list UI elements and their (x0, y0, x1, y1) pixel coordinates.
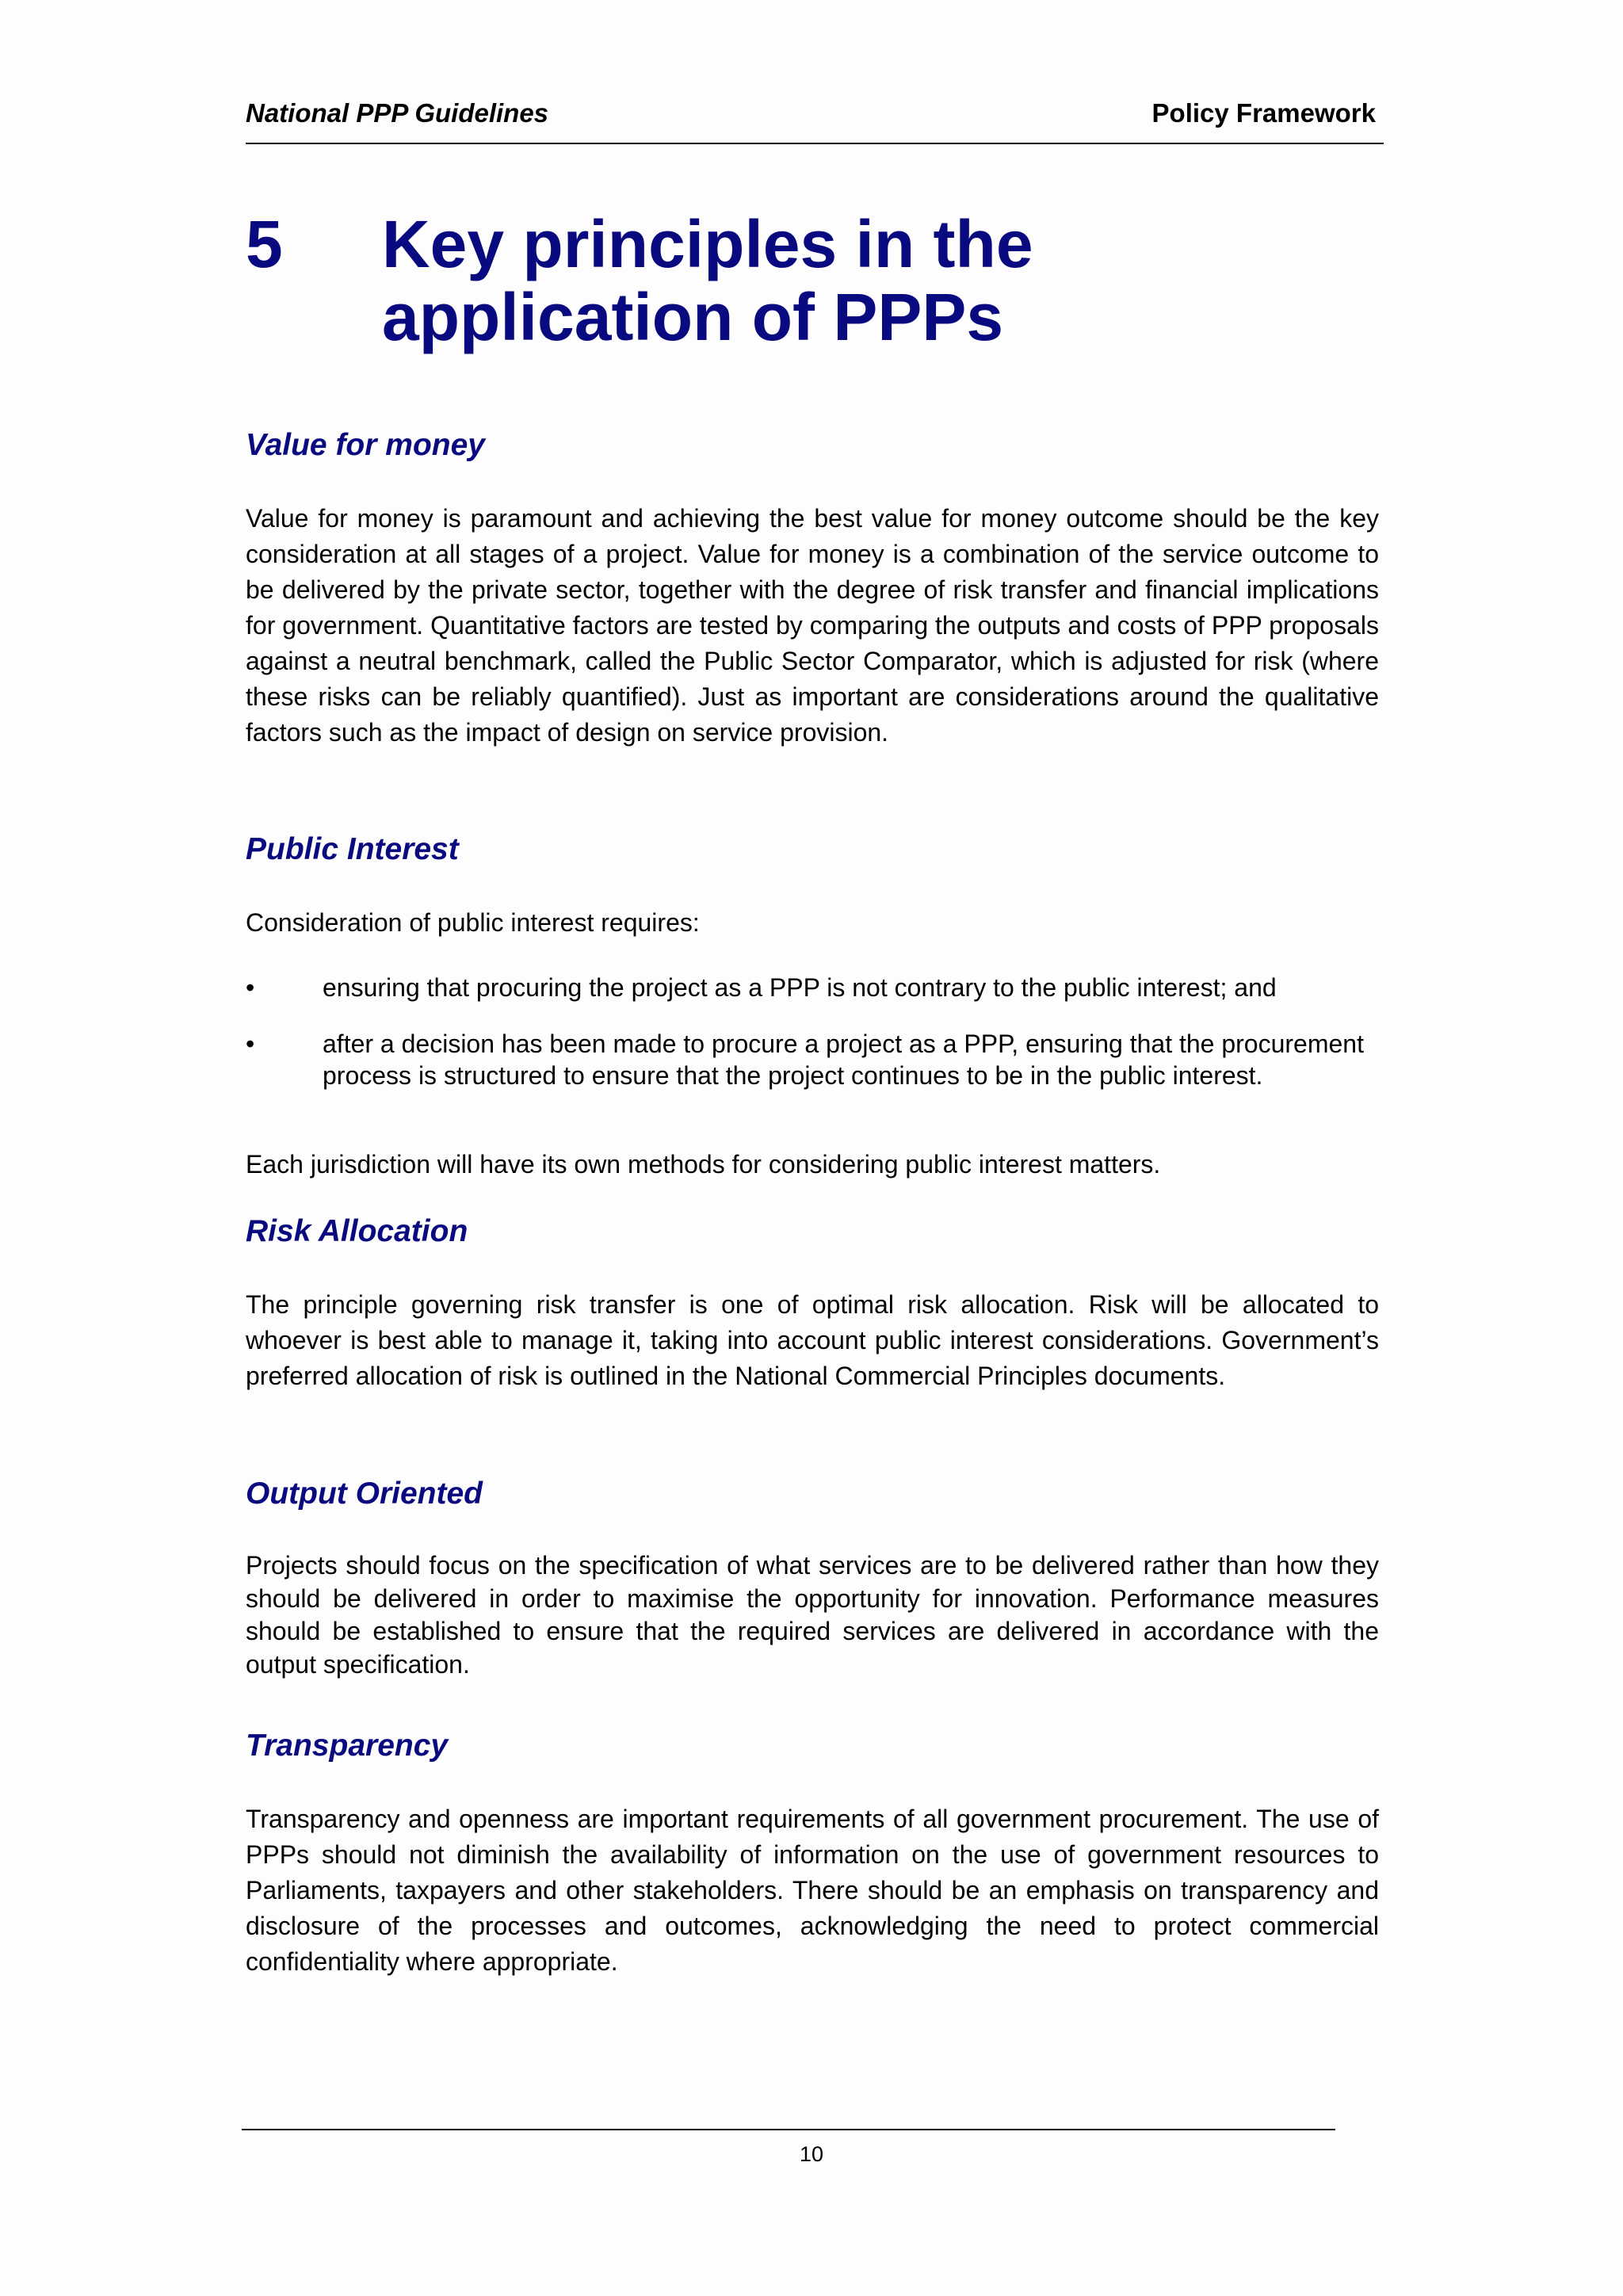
heading-transparency: Transparency (246, 1729, 449, 1763)
chapter-title-line-2: application of PPPs (382, 280, 1004, 354)
paragraph-public-interest-closing: Each jurisdiction will have its own methods for considering public interest matters. (246, 1150, 1161, 1179)
paragraph-value-for-money: Value for money is paramount and achieving the best value for money outcome should be the key consideration at all stages of a project. Value for money is a combination of the service outcome to be delivered by the private sector, together with the degree of risk transfer and financial implications for government. Quantitative factors are tested by comparing the outputs and costs of PPP proposals against a neutral benchmark, called the Public Sector Comparator, which is adjusted for risk (where these risks can be reliably quantified). Just as important are considerations around the qualitative factors such as the impact of design on service provision. (246, 504, 1379, 747)
heading-output-oriented: Output Oriented (246, 1477, 483, 1511)
footer-divider (242, 2129, 1335, 2130)
page-number: 10 (799, 2142, 824, 2166)
paragraph-public-interest-intro: Consideration of public interest requires: (246, 908, 700, 937)
heading-public-interest: Public Interest (246, 832, 459, 866)
chapter-title-line-1: Key principles in the (382, 207, 1033, 281)
list-item-text: ensuring that procuring the project as a PPP is not contrary to the public interest; and (323, 973, 1277, 1002)
bullet-marker: • (246, 973, 255, 1002)
header-section-title: Policy Framework (1151, 98, 1376, 128)
heading-value-for-money: Value for money (246, 428, 485, 462)
paragraph-output-oriented: Projects should focus on the specification of what services are to be delivered rather than how they should be delivered in order to maximise the opportunity for innovation. Performance measures should be established to ensure that the required services are delivered in accordance with the output specification. (246, 1551, 1379, 1679)
header-document-title: National PPP Guidelines (246, 98, 549, 128)
bullet-marker: • (246, 1030, 255, 1058)
heading-risk-allocation: Risk Allocation (246, 1214, 468, 1248)
chapter-number: 5 (246, 207, 283, 281)
paragraph-risk-allocation: The principle governing risk transfer is one of optimal risk allocation. Risk will be allocated to whoever is best able to manage it, taking into account public interest considerations. Government’s preferred allocation of risk is outlined in the National Commercial Principles documents. (246, 1290, 1379, 1390)
list-item-text: after a decision has been made to procure a project as a PPP, ensuring that the procurement process is structured to ensure that the project continues to be in the public interest. (323, 1030, 1364, 1090)
chapter-title (382, 208, 1254, 353)
paragraph-transparency: Transparency and openness are important requirements of all government procurement. The use of PPPs should not diminish the availability of information on the use of government resources to Parliaments, taxpayers and other stakeholders. There should be an emphasis on transparency and disclosure of the processes and outcomes, acknowledging the need to protect commercial confidentiality where appropriate. (246, 1805, 1379, 1976)
page-header (246, 95, 1384, 144)
